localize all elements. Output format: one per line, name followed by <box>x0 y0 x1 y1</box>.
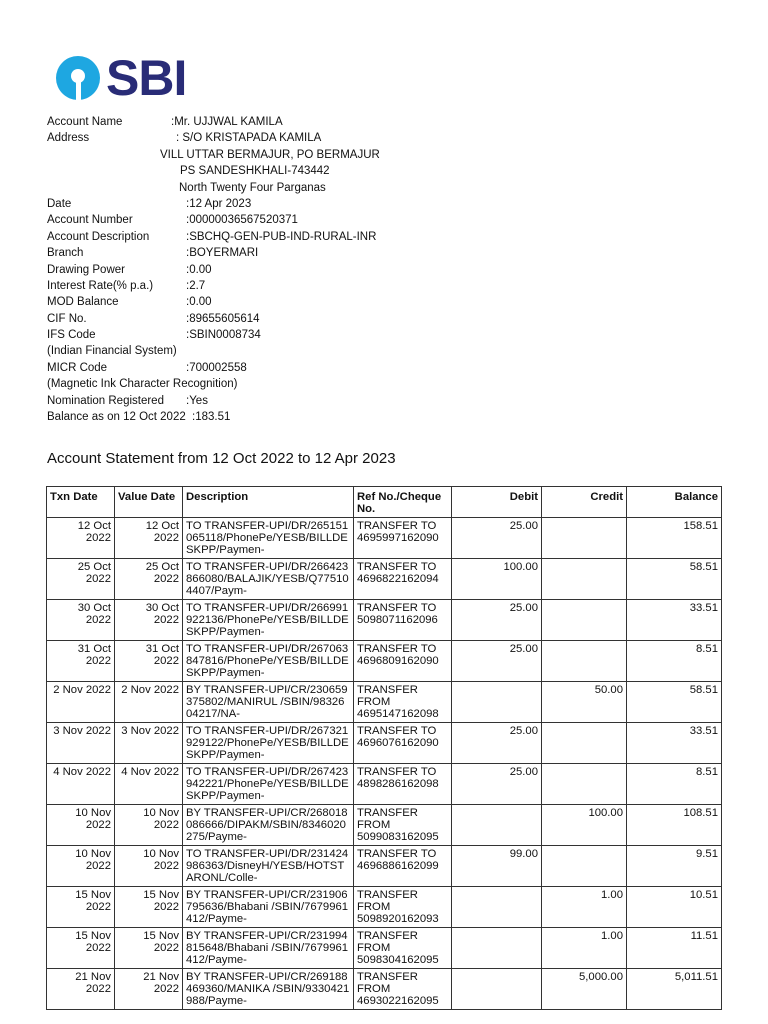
txn-date-cell-text: 2 Nov 2022 <box>53 684 111 696</box>
debit-cell-text <box>455 684 538 720</box>
field-label: MOD Balance <box>47 296 119 309</box>
txn-date-cell-text: 15 Nov 2022 <box>75 930 111 954</box>
txn-date-cell-text: 3 Nov 2022 <box>53 725 111 737</box>
description-cell <box>183 518 354 559</box>
ref-no-cell-text: TRANSFER FROM 5099083162095 <box>357 807 439 843</box>
account-field-row <box>47 114 467 130</box>
header-value-date: Value Date <box>115 487 183 518</box>
ref-no-cell-text: TRANSFER TO 4898286162098 <box>357 766 439 790</box>
statement-title: Account Statement from 12 Oct 2022 to 12 Apr 2023 <box>47 450 396 467</box>
balance-cell <box>627 764 722 805</box>
balance-cell-text: 8.51 <box>696 766 718 778</box>
value-date-cell <box>115 805 183 846</box>
field-label: Date <box>47 197 72 210</box>
balance-cell-text: 10.51 <box>689 889 718 901</box>
field-label: (Indian Financial System) <box>47 345 177 358</box>
debit-cell <box>452 846 542 887</box>
field-value: :SBIN0008734 <box>186 329 261 342</box>
credit-cell-text <box>545 848 623 884</box>
credit-cell-text <box>545 602 623 638</box>
debit-cell-text <box>455 971 538 1007</box>
description-cell <box>183 969 354 1010</box>
balance-cell-text: 11.51 <box>690 930 718 942</box>
ref-no-cell-text: TRANSFER FROM 4693022162095 <box>357 971 439 1007</box>
value-date-cell <box>115 518 183 559</box>
account-field-row <box>47 311 467 327</box>
credit-cell <box>542 723 627 764</box>
credit-cell <box>542 846 627 887</box>
description-cell-text: TO TRANSFER-UPI/DR/266991922136/PhonePe/YESB/BILLDESKPP/Paymen- <box>186 602 349 638</box>
account-field-row <box>47 229 467 245</box>
debit-cell-text <box>455 889 538 925</box>
account-field-row <box>47 376 467 392</box>
balance-cell <box>627 641 722 682</box>
value-date-cell <box>115 600 183 641</box>
credit-cell-text: 100.00 <box>588 807 623 819</box>
debit-cell-text <box>455 930 538 966</box>
field-label: Address <box>47 132 90 145</box>
account-field-row <box>47 262 467 278</box>
balance-cell <box>627 887 722 928</box>
account-field-row <box>47 294 467 310</box>
value-date-cell-text: 4 Nov 2022 <box>121 766 179 778</box>
account-field-row <box>47 212 467 228</box>
txn-date-cell-text: 25 Oct 2022 <box>77 561 111 585</box>
field-label: CIF No. <box>47 312 87 325</box>
header-debit: Debit <box>452 487 542 518</box>
credit-cell-text <box>545 725 623 761</box>
value-date-cell-text: 21 Nov 2022 <box>143 971 179 995</box>
field-label: Branch <box>47 247 84 260</box>
debit-cell-text: 25.00 <box>509 766 538 778</box>
description-cell-text: BY TRANSFER-UPI/CR/230659375802/MANIRUL /SBIN/9832604217/NA- <box>186 684 348 720</box>
debit-cell <box>452 805 542 846</box>
table-row <box>47 764 722 805</box>
description-cell <box>183 764 354 805</box>
ref-no-cell <box>354 969 452 1010</box>
table-row <box>47 641 722 682</box>
value-date-cell-text: 12 Oct 2022 <box>145 520 179 544</box>
balance-cell-text: 8.51 <box>696 643 718 655</box>
description-cell <box>183 928 354 969</box>
description-cell <box>183 846 354 887</box>
txn-date-cell-text: 10 Nov 2022 <box>75 848 111 872</box>
credit-cell-text: 50.00 <box>594 684 623 696</box>
account-field-row <box>47 196 467 212</box>
account-field-row <box>47 343 467 359</box>
txn-date-cell <box>47 723 115 764</box>
txn-date-cell <box>47 600 115 641</box>
debit-cell <box>452 723 542 764</box>
debit-cell <box>452 928 542 969</box>
field-value: :0.00 <box>186 263 212 276</box>
ref-no-cell <box>354 723 452 764</box>
header-credit: Credit <box>542 487 627 518</box>
ref-no-cell <box>354 518 452 559</box>
ref-no-cell-text: TRANSFER TO 4696822162094 <box>357 561 439 585</box>
balance-cell-text: 33.51 <box>689 602 718 614</box>
credit-cell <box>542 518 627 559</box>
ref-no-cell-text: TRANSFER TO 4695997162090 <box>357 520 439 544</box>
table-row <box>47 518 722 559</box>
field-value: :0.00 <box>186 296 212 309</box>
ref-no-cell <box>354 559 452 600</box>
field-label: Account Description <box>47 230 150 243</box>
ref-no-cell-text: TRANSFER FROM 4695147162098 <box>357 684 439 720</box>
field-value: :Mr. UJJWAL KAMILA <box>171 116 283 128</box>
field-label: Account Name <box>47 116 123 128</box>
value-date-cell-text: 31 Oct 2022 <box>145 643 179 667</box>
balance-cell-text: 58.51 <box>689 561 718 573</box>
credit-cell-text: 1.00 <box>601 930 623 942</box>
credit-cell <box>542 928 627 969</box>
credit-cell <box>542 969 627 1010</box>
sbi-logo <box>56 50 187 106</box>
value-date-cell <box>115 764 183 805</box>
table-row <box>47 969 722 1010</box>
ref-no-cell-text: TRANSFER TO 4696809162090 <box>357 643 439 667</box>
value-date-cell <box>115 846 183 887</box>
balance-cell <box>627 682 722 723</box>
table-row <box>47 723 722 764</box>
description-cell-text: BY TRANSFER-UPI/CR/231994815648/Bhabani /SBIN/7679961412/Payme- <box>186 930 349 966</box>
credit-cell <box>542 682 627 723</box>
field-value: :12 Apr 2023 <box>186 197 252 210</box>
description-cell-text: BY TRANSFER-UPI/CR/269188469360/MANIKA /SBIN/9330421988/Payme- <box>186 971 350 1007</box>
credit-cell <box>542 805 627 846</box>
description-cell <box>183 600 354 641</box>
description-cell-text: BY TRANSFER-UPI/CR/268018086666/DIPAKM/SBIN/8346020275/Payme- <box>186 807 348 843</box>
txn-date-cell-text: 12 Oct 2022 <box>77 520 111 544</box>
debit-cell-text: 25.00 <box>509 643 538 655</box>
field-value: :700002558 <box>186 361 247 374</box>
header-description: Description <box>183 487 354 518</box>
ref-no-cell <box>354 682 452 723</box>
description-cell <box>183 723 354 764</box>
debit-cell <box>452 559 542 600</box>
debit-cell <box>452 600 542 641</box>
ref-no-cell <box>354 764 452 805</box>
debit-cell-text: 25.00 <box>509 602 538 614</box>
field-label: Nomination Registered <box>47 394 164 407</box>
field-label: IFS Code <box>47 329 96 342</box>
debit-cell <box>452 682 542 723</box>
table-row <box>47 600 722 641</box>
table-row <box>47 682 722 723</box>
table-row <box>47 928 722 969</box>
txn-date-cell <box>47 969 115 1010</box>
header-ref-no: Ref No./Cheque No. <box>354 487 452 518</box>
credit-cell-text <box>545 561 623 597</box>
value-date-cell-text: 15 Nov 2022 <box>143 930 179 954</box>
txn-date-cell <box>47 559 115 600</box>
txn-date-cell-text: 30 Oct 2022 <box>77 602 111 626</box>
txn-date-cell <box>47 887 115 928</box>
field-value: :SBCHQ-GEN-PUB-IND-RURAL-INR <box>186 230 377 243</box>
value-date-cell-text: 3 Nov 2022 <box>121 725 179 737</box>
description-cell-text: TO TRANSFER-UPI/DR/267063847816/PhonePe/YESB/BILLDESKPP/Paymen- <box>186 643 349 679</box>
debit-cell-text: 25.00 <box>509 725 538 737</box>
value-date-cell <box>115 682 183 723</box>
ref-no-cell-text: TRANSFER TO 4696886162099 <box>357 848 439 872</box>
txn-date-cell <box>47 928 115 969</box>
value-date-cell <box>115 559 183 600</box>
table-header-row <box>47 487 722 518</box>
description-cell-text: TO TRANSFER-UPI/DR/231424986363/DisneyH/YESB/HOTSTARONL/Colle- <box>186 848 349 884</box>
field-label: Drawing Power <box>47 263 125 276</box>
header-balance: Balance <box>627 487 722 518</box>
value-date-cell <box>115 723 183 764</box>
ref-no-cell-text: TRANSFER TO 5098071162096 <box>357 602 438 626</box>
balance-cell <box>627 969 722 1010</box>
table-row <box>47 559 722 600</box>
balance-cell <box>627 723 722 764</box>
field-value: : S/O KRISTAPADA KAMILA <box>176 132 322 145</box>
credit-cell-text <box>545 520 623 556</box>
debit-cell <box>452 764 542 805</box>
account-field-row <box>47 130 467 146</box>
description-cell <box>183 641 354 682</box>
debit-cell-text <box>455 807 538 843</box>
account-field-row <box>47 245 467 261</box>
balance-cell <box>627 805 722 846</box>
txn-date-cell-text: 10 Nov 2022 <box>75 807 111 831</box>
account-field-row <box>47 147 467 163</box>
value-date-cell-text: 10 Nov 2022 <box>143 807 179 831</box>
field-value: :89655605614 <box>186 312 260 325</box>
field-label: (Magnetic Ink Character Recognition) <box>47 378 238 391</box>
ref-no-cell <box>354 928 452 969</box>
txn-date-cell <box>47 764 115 805</box>
debit-cell <box>452 518 542 559</box>
account-field-row <box>47 180 467 196</box>
description-cell-text: TO TRANSFER-UPI/DR/266423866080/BALAJIK/YESB/Q775104407/Paym- <box>186 561 349 597</box>
debit-cell <box>452 887 542 928</box>
value-date-cell-text: 25 Oct 2022 <box>145 561 179 585</box>
value-date-cell-text: 10 Nov 2022 <box>143 848 179 872</box>
credit-cell <box>542 641 627 682</box>
balance-cell <box>627 559 722 600</box>
value-date-cell-text: 30 Oct 2022 <box>145 602 179 626</box>
txn-date-cell-text: 15 Nov 2022 <box>75 889 111 913</box>
field-label: Account Number <box>47 214 133 227</box>
txn-date-cell-text: 31 Oct 2022 <box>77 643 111 667</box>
balance-cell-text: 58.51 <box>689 684 718 696</box>
debit-cell-text: 100.00 <box>503 561 538 573</box>
value-date-cell <box>115 887 183 928</box>
debit-cell <box>452 969 542 1010</box>
table-row <box>47 887 722 928</box>
field-value: VILL UTTAR BERMAJUR, PO BERMAJUR <box>160 148 380 161</box>
txn-date-cell <box>47 846 115 887</box>
description-cell <box>183 559 354 600</box>
transactions-table <box>46 486 722 1010</box>
ref-no-cell <box>354 805 452 846</box>
debit-cell <box>452 641 542 682</box>
balance-cell <box>627 846 722 887</box>
value-date-cell-text: 15 Nov 2022 <box>143 889 179 913</box>
credit-cell-text: 1.00 <box>601 889 623 901</box>
field-value: :2.7 <box>186 279 206 292</box>
field-value: North Twenty Four Parganas <box>179 181 326 194</box>
balance-cell <box>627 600 722 641</box>
credit-cell-text: 5,000.00 <box>579 971 623 983</box>
value-date-cell-text: 2 Nov 2022 <box>121 684 179 696</box>
ref-no-cell <box>354 887 452 928</box>
txn-date-cell <box>47 641 115 682</box>
balance-cell-text: 33.51 <box>689 725 718 737</box>
field-value: :Yes <box>186 394 208 407</box>
balance-cell-text: 158.51 <box>683 520 718 532</box>
balance-cell-text: 5,011.51 <box>674 971 718 983</box>
description-cell-text: BY TRANSFER-UPI/CR/231906795636/Bhabani /SBIN/7679961412/Payme- <box>186 889 349 925</box>
account-details <box>47 114 467 425</box>
txn-date-cell <box>47 805 115 846</box>
txn-date-cell <box>47 682 115 723</box>
debit-cell-text: 99.00 <box>509 848 538 860</box>
txn-date-cell-text: 4 Nov 2022 <box>53 766 111 778</box>
value-date-cell <box>115 928 183 969</box>
field-value: :BOYERMARI <box>186 247 259 260</box>
field-label: Balance as on 12 Oct 2022 <box>47 411 186 424</box>
account-field-row <box>47 409 467 425</box>
credit-cell <box>542 600 627 641</box>
debit-cell-text: 25.00 <box>509 520 538 532</box>
field-label: Interest Rate(% p.a.) <box>47 279 154 292</box>
bank-name: SBI <box>106 50 187 106</box>
ref-no-cell <box>354 641 452 682</box>
description-cell-text: TO TRANSFER-UPI/DR/267423942221/PhonePe/YESB/BILLDESKPP/Paymen- <box>186 766 349 802</box>
account-field-row <box>47 278 467 294</box>
sbi-logo-icon <box>56 56 100 100</box>
credit-cell <box>542 764 627 805</box>
account-field-row <box>47 163 467 179</box>
table-row <box>47 805 722 846</box>
header-txn-date: Txn Date <box>47 487 115 518</box>
credit-cell-text <box>545 643 623 679</box>
value-date-cell <box>115 969 183 1010</box>
description-cell-text: TO TRANSFER-UPI/DR/267321929122/PhonePe/YESB/BILLDESKPP/Paymen- <box>186 725 349 761</box>
credit-cell <box>542 887 627 928</box>
account-field-row <box>47 393 467 409</box>
balance-cell-text: 9.51 <box>696 848 718 860</box>
table-row <box>47 846 722 887</box>
ref-no-cell-text: TRANSFER FROM 5098304162095 <box>357 930 439 966</box>
field-value: :00000036567520371 <box>186 214 298 227</box>
description-cell <box>183 682 354 723</box>
credit-cell <box>542 559 627 600</box>
balance-cell-text: 108.51 <box>683 807 718 819</box>
value-date-cell <box>115 641 183 682</box>
description-cell <box>183 887 354 928</box>
ref-no-cell <box>354 600 452 641</box>
credit-cell-text <box>545 766 623 802</box>
balance-cell <box>627 518 722 559</box>
field-label: MICR Code <box>47 361 108 374</box>
field-value: PS SANDESHKHALI-743442 <box>180 165 330 178</box>
description-cell-text: TO TRANSFER-UPI/DR/265151065118/PhonePe/YESB/BILLDESKPP/Paymen- <box>186 520 349 556</box>
balance-cell <box>627 928 722 969</box>
ref-no-cell-text: TRANSFER FROM 5098920162093 <box>357 889 439 925</box>
ref-no-cell-text: TRANSFER TO 4696076162090 <box>357 725 439 749</box>
txn-date-cell <box>47 518 115 559</box>
account-field-row <box>47 360 467 376</box>
field-value: :183.51 <box>192 411 231 424</box>
ref-no-cell <box>354 846 452 887</box>
description-cell <box>183 805 354 846</box>
txn-date-cell-text: 21 Nov 2022 <box>75 971 111 995</box>
account-field-row <box>47 327 467 343</box>
